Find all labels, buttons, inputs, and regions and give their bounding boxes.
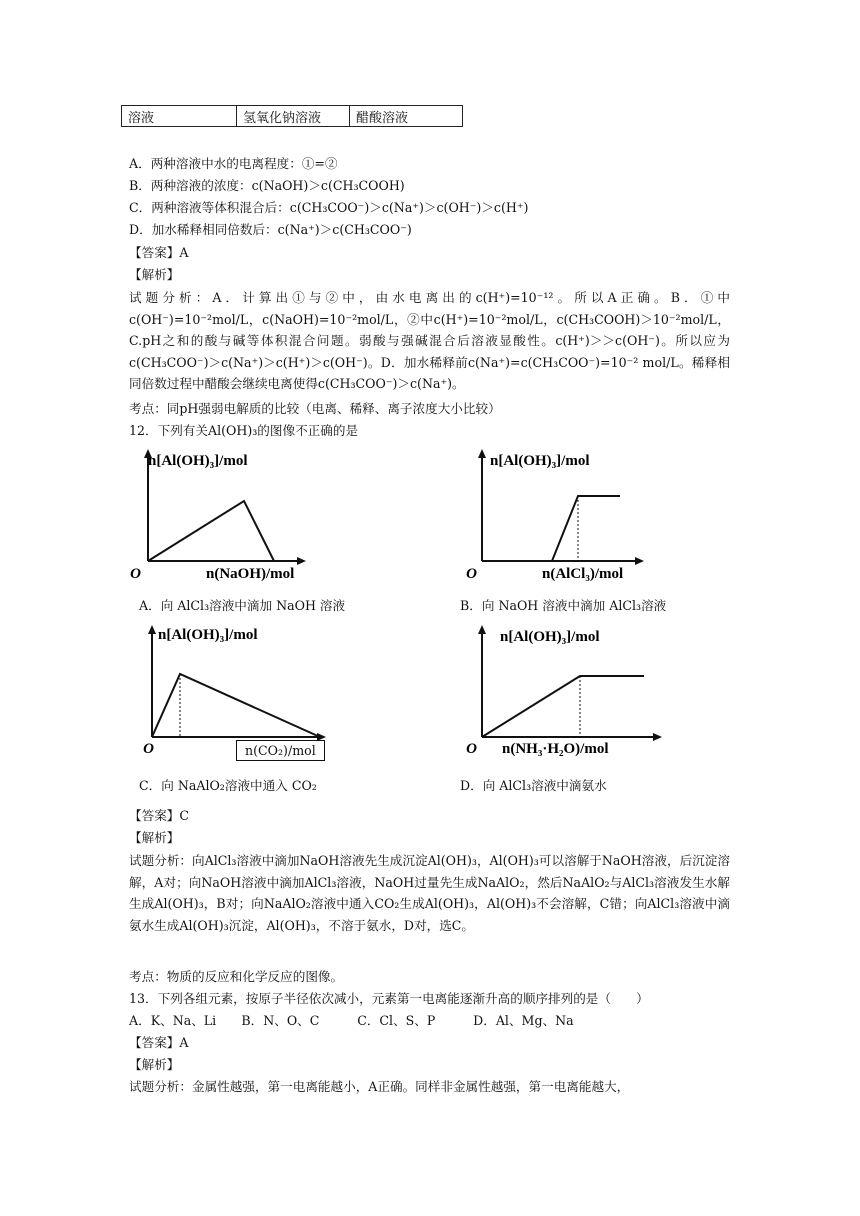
q13-analysis-title: 【解析】 [129, 1057, 180, 1072]
q11-analysis: 试题分析：A．计算出①与②中，由水电离出的c(H⁺)=10⁻¹²。所以A正确。B．①中c(OH⁻)=10⁻²mol/L，c(NaOH)=10⁻²mol/L，②中c(H⁺)=10⁻²mol/L，c(CH₃COOH)＞10⁻²mol/L，C.pH之和的酸与碱等体积混合问题。弱酸与强碱混合后溶液显酸性。c(H⁺)＞＞c(OH⁻)。所以应为c(CH₃COO⁻)＞c(Na⁺)＞c(H⁺)＞c(OH⁻)。D．加水稀释前c(Na⁺)=c(CH₃COO⁻)=10⁻² mol/L。稀释相同倍数过程中醋酸会继续电离使得c(CH₃COO⁻)＞c(Na⁺)。 [129, 290, 730, 391]
x-axis-arrow [635, 557, 644, 565]
q13-answer: 【答案】A [129, 1035, 189, 1050]
graph-d-caption: D．向 AlCl₃溶液中滴氨水 [460, 778, 607, 793]
graph-b-caption: B．向 NaOH 溶液中滴加 AlCl₃溶液 [460, 598, 667, 613]
y-axis-arrow [478, 449, 486, 458]
graph-d [460, 622, 675, 757]
origin-label: O [130, 566, 141, 582]
q12-stem: 12．下列有关Al(OH)₃的图像不正确的是 [129, 423, 359, 438]
q13-stem: 13．下列各组元素，按原子半径依次减小，元素第一电离能逐渐升高的顺序排列的是（ ） [129, 991, 649, 1006]
q11-answer: 【答案】A [129, 245, 189, 260]
y-axis-arrow [478, 625, 486, 634]
q12-analysis: 试题分析：向AlCl₃溶液中滴加NaOH溶液先生成沉淀Al(OH)₃，Al(OH)₃可以溶解于NaOH溶液，后沉淀溶解，A对；向NaOH溶液中滴加AlCl₃溶液，NaOH过量先生成NaAlO₂，然后NaAlO₂与AlCl₃溶液发生水解生成Al(OH)₃，B对；向NaAlO₂溶液中通入CO₂生成Al(OH)₃，Al(OH)₃不会溶解，C错；向AlCl₃溶液中滴氨水生成Al(OH)₃沉淀，Al(OH)₃，不溶于氨水，D对，选C。 [129, 853, 730, 933]
graph-c [120, 622, 340, 757]
q11-analysis-title: 【解析】 [129, 267, 180, 282]
curve [482, 676, 644, 737]
q12-answer: 【答案】C [129, 808, 190, 823]
x-axis-arrow [653, 733, 662, 741]
q11-option-b: B．两种溶液的浓度：c(NaOH)＞c(CH₃COOH) [129, 178, 405, 193]
x-axis-arrow [297, 557, 306, 565]
q11-option-c: C．两种溶液等体积混合后：c(CH₃COO⁻)＞c(Na⁺)＞c(OH⁻)＞c(H⁺) [129, 200, 529, 215]
curve [152, 674, 320, 737]
y-axis-label: n[Al(OH)₃]/mol [158, 627, 258, 643]
solution-table [121, 105, 463, 127]
x-axis-label: n(NH₃·H₂O)/mol [502, 741, 609, 757]
table-cell: 醋酸溶液 [350, 106, 463, 127]
x-axis-label: n(NaOH)/mol [206, 566, 295, 582]
curve [552, 496, 620, 561]
q12-kaodian: 考点：物质的反应和化学反应的图像。 [129, 969, 344, 984]
q11-option-a: A．两种溶液中水的电离程度：①=② [129, 156, 338, 171]
origin-label: O [143, 741, 154, 757]
graph-c-xlabel-box: n(CO₂)/mol [236, 740, 325, 761]
q13-options: A．K、Na、Li B．N、O、C C．Cl、S、P D．Al、Mg、Na [129, 1013, 574, 1028]
table-cell: 氢氧化钠溶液 [237, 106, 350, 127]
y-axis-label: n[Al(OH)₃]/mol [490, 453, 590, 469]
y-axis-arrow [148, 625, 156, 634]
table-row [122, 106, 463, 127]
curve [148, 501, 274, 561]
q11-option-d: D．加水稀释相同倍数后：c(Na⁺)＞c(CH₃COO⁻) [129, 222, 412, 237]
graph-b [460, 448, 660, 583]
y-axis-label: n[Al(OH)₃]/mol [500, 629, 600, 645]
origin-label: O [466, 566, 477, 582]
origin-label: O [466, 741, 477, 757]
graph-a [120, 448, 340, 583]
y-axis-label: n[Al(OH)₃]/mol [148, 453, 248, 469]
q12-analysis-title: 【解析】 [129, 830, 180, 845]
graph-a-caption: A．向 AlCl₃溶液中滴加 NaOH 溶液 [139, 598, 346, 613]
q13-analysis: 试题分析：金属性越强，第一电离能越小，A正确。同样非金属性越强，第一电离能越大， [129, 1079, 630, 1094]
table-cell: 溶液 [122, 106, 237, 127]
x-axis-label: n(AlCl₃)/mol [542, 566, 624, 582]
q11-kaodian: 考点：同pH强弱电解质的比较（电离、稀释、离子浓度大小比较） [129, 401, 501, 416]
graph-c-caption: C．向 NaAlO₂溶液中通入 CO₂ [139, 778, 317, 793]
